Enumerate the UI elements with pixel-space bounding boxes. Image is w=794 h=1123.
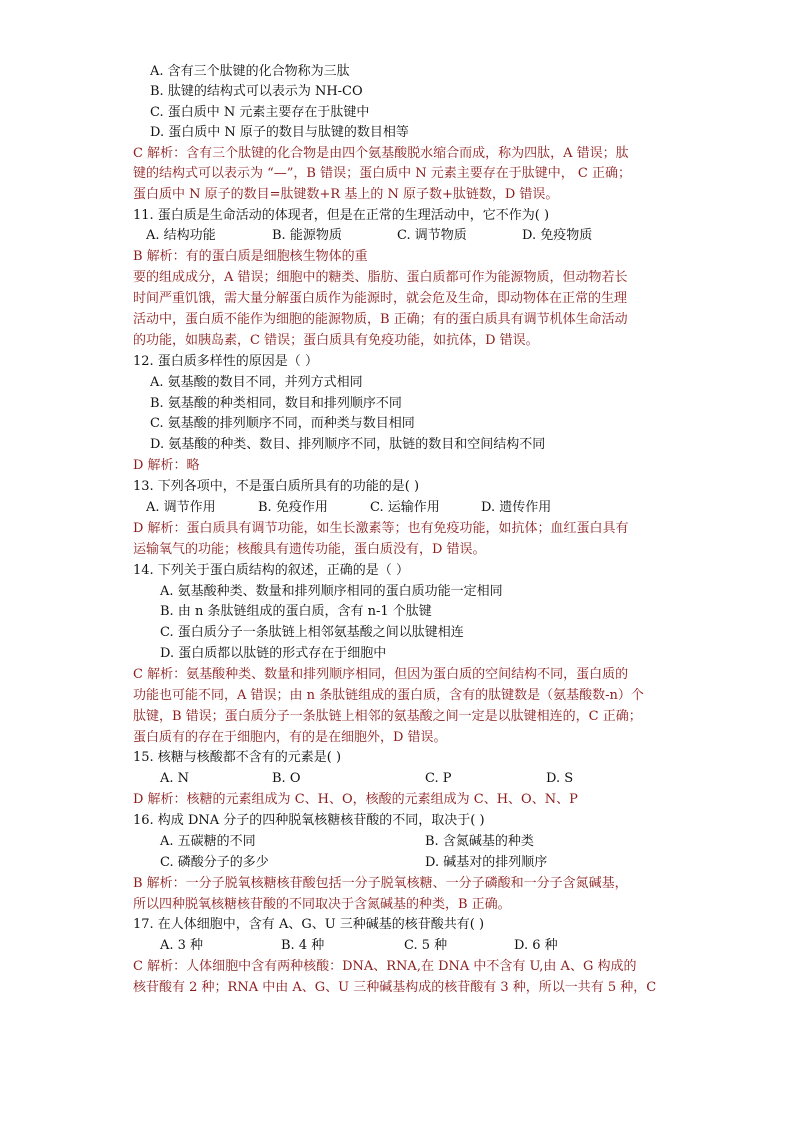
answer-line: C 解析：人体细胞中含有两种核酸：DNA、RNA,在 DNA 中不含有 U,由 A、G 构成的 xyxy=(133,959,637,974)
option-d: D. 遗传作用 xyxy=(481,500,552,515)
option-b: B. 4 种 xyxy=(281,938,325,953)
option-d: D. 氨基酸的种类、数目、排列顺序不同，肽链的数目和空间结构不同 xyxy=(150,437,546,452)
answer-line: 核苷酸有 2 种；RNA 中由 A、G、U 三种碱基构成的核苷酸有 3 种，所以一共有 5 种，C xyxy=(133,980,657,995)
answer-line: D 解析：略 xyxy=(133,458,200,473)
question-11-options xyxy=(0,226,794,246)
question-15-stem: 15. 核糖与核酸都不含有的元素是( ) xyxy=(133,750,342,765)
question-12-stem: 12. 蛋白质多样性的原因是（ ） xyxy=(133,354,318,369)
question-11-stem: 11. 蛋白质是生命活动的体现者，但是在正常的生理活动中，它不作为( ) xyxy=(133,208,550,223)
option-b: B. 含氮碱基的种类 xyxy=(425,834,534,849)
question-16-options-row1 xyxy=(0,832,794,852)
answer-line: B 解析：一分子脱氧核糖核苷酸包括一分子脱氧核糖、一分子磷酸和一分子含氮碱基， xyxy=(133,876,628,891)
question-16-options-row2 xyxy=(0,853,794,873)
answer-line: 运输氧气的功能；核酸具有遗传功能，蛋白质没有，D 错误。 xyxy=(133,542,486,557)
question-17-options xyxy=(0,936,794,956)
option-a: A. 含有三个肽键的化合物称为三肽 xyxy=(150,64,350,79)
option-a: A. 氨基酸的数目不同，并列方式相同 xyxy=(150,375,363,390)
question-16-stem: 16. 构成 DNA 分子的四种脱氧核糖核苷酸的不同，取决于( ) xyxy=(133,813,485,828)
option-c: C. P xyxy=(425,771,452,786)
answer-line: D 解析：核糖的元素组成为 C、H、O，核酸的元素组成为 C、H、O、N、P xyxy=(133,792,578,807)
answer-line: 蛋白质有的存在于细胞内，有的是在细胞外，D 错误。 xyxy=(133,730,447,745)
option-d: D. 6 种 xyxy=(514,938,558,953)
question-14-stem: 14. 下列关于蛋白质结构的叙述，正确的是（ ） xyxy=(133,563,409,578)
option-c: C. 运输作用 xyxy=(370,500,440,515)
option-d: D. 碱基对的排列顺序 xyxy=(425,855,548,870)
question-15-options xyxy=(0,769,794,789)
answer-line: 功能也可能不同，A 错误；由 n 条肽链组成的蛋白质，含有的肽键数是（氨基酸数-n）个 xyxy=(133,688,644,703)
option-c: C. 氨基酸的排列顺序不同，而种类与数目相同 xyxy=(150,416,415,431)
answer-line: 肽键，B 错误；蛋白质分子一条肽链上相邻的氨基酸之间一定是以肽键相连的，C 正确； xyxy=(133,709,642,724)
answer-line: B 解析：有的蛋白质是细胞核生物体的重 xyxy=(133,249,368,264)
answer-line: 蛋白质中 N 原子的数目=肽键数+R 基上的 N 原子数+肽链数，D 错误。 xyxy=(133,187,559,202)
option-a: A. N xyxy=(160,771,190,786)
option-b: B. 氨基酸的种类相同，数目和排列顺序不同 xyxy=(150,396,402,411)
option-c: C. 5 种 xyxy=(404,938,448,953)
option-b: B. O xyxy=(272,771,301,786)
answer-line: 所以四种脱氧核糖核苷酸的不同取决于含氮碱基的种类，B 正确。 xyxy=(133,897,511,912)
question-13-stem: 13. 下列各项中，不是蛋白质所具有的功能的是( ) xyxy=(133,479,420,494)
option-c: C. 磷酸分子的多少 xyxy=(160,855,269,870)
answer-line: 要的组成成分，A 错误；细胞中的糖类、脂肪、蛋白质都可作为能源物质，但动物若长 xyxy=(133,270,628,285)
question-17-stem: 17. 在人体细胞中，含有 A、G、U 三种碱基的核苷酸共有( ) xyxy=(133,917,485,932)
option-d: D. 蛋白质中 N 原子的数目与肽键的数目相等 xyxy=(150,125,409,140)
option-a: A. 五碳糖的不同 xyxy=(160,834,256,849)
answer-line: C 解析：氨基酸种类、数量和排列顺序相同，但因为蛋白质的空间结构不同，蛋白质的 xyxy=(133,667,629,682)
option-b: B. 免疫作用 xyxy=(258,500,328,515)
option-c: C. 蛋白质分子一条肽链上相邻氨基酸之间以肽键相连 xyxy=(160,625,464,640)
question-13-options xyxy=(0,498,794,518)
answer-line: 时间严重饥饿，需大量分解蛋白质作为能源时，就会危及生命，即动物体在正常的生理 xyxy=(133,291,628,306)
answer-line: 键的结构式可以表示为 “—”，B 错误；蛋白质中 N 元素主要存在于肽键中， C 正确； xyxy=(133,166,631,181)
answer-line: D 解析：蛋白质具有调节功能，如生长激素等；也有免疫功能，如抗体；血红蛋白具有 xyxy=(133,521,629,536)
answer-line: 的功能，如胰岛素，C 错误；蛋白质具有免疫功能，如抗体，D 错误。 xyxy=(133,333,539,348)
option-b: B. 能源物质 xyxy=(272,228,342,243)
option-c: C. 蛋白质中 N 元素主要存在于肽键中 xyxy=(150,105,370,120)
option-b: B. 由 n 条肽链组成的蛋白质，含有 n-1 个肽键 xyxy=(160,604,432,619)
option-d: D. 蛋白质都以肽链的形式存在于细胞中 xyxy=(160,646,387,661)
option-a: A. 结构功能 xyxy=(146,228,216,243)
option-d: D. 免疫物质 xyxy=(522,228,593,243)
option-a: A. 3 种 xyxy=(160,938,204,953)
option-a: A. 氨基酸种类、数量和排列顺序相同的蛋白质功能一定相同 xyxy=(160,584,503,599)
option-c: C. 调节物质 xyxy=(397,228,467,243)
answer-line: 活动中，蛋白质不能作为细胞的能源物质，B 正确；有的蛋白质具有调节机体生命活动 xyxy=(133,312,628,327)
option-d: D. S xyxy=(546,771,574,786)
option-b: B. 肽键的结构式可以表示为 NH-CO xyxy=(150,84,363,99)
option-a: A. 调节作用 xyxy=(146,500,216,515)
answer-line: C 解析：含有三个肽键的化合物是由四个氨基酸脱水缩合而成，称为四肽，A 错误；肽 xyxy=(133,146,629,161)
